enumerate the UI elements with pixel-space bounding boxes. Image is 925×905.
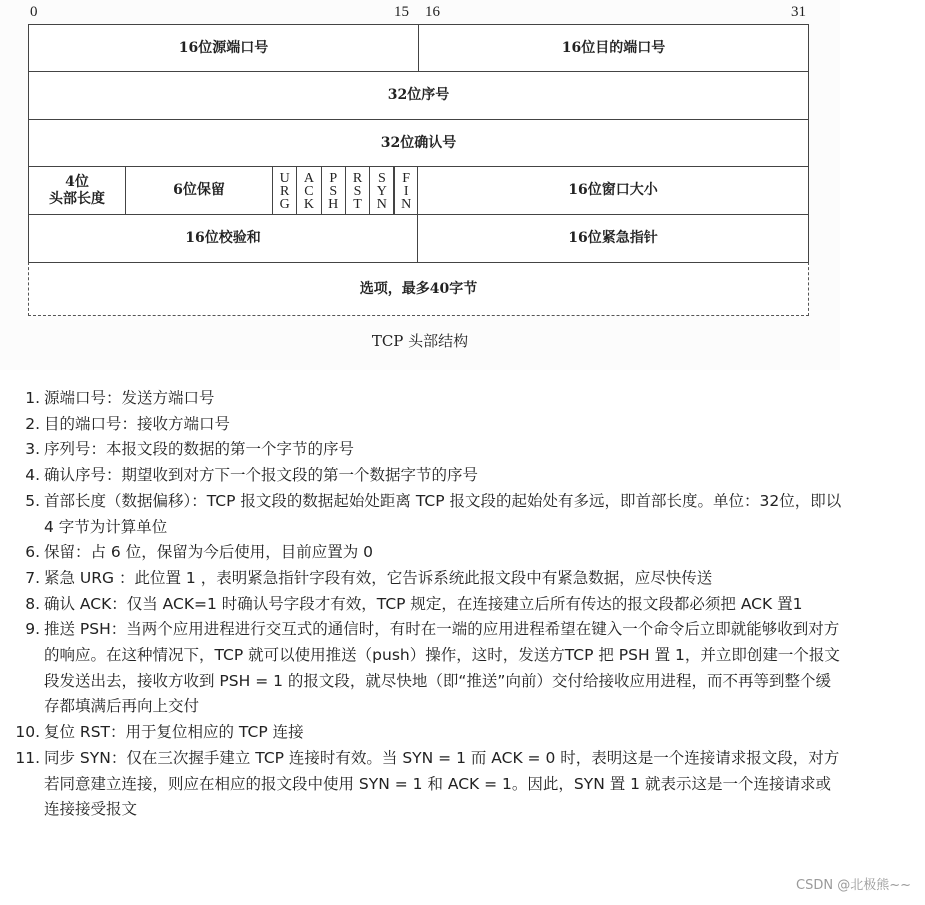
flag-letter: C (304, 183, 314, 199)
list-item-number: 4. (25, 466, 40, 485)
list-item-number: 7. (25, 568, 40, 587)
list-item (0, 412, 900, 438)
checksum-field: 16位校验和 (28, 214, 418, 263)
flag-letter: H (328, 196, 339, 212)
flag-rst (345, 166, 370, 215)
bit-label-0: 0 (30, 4, 38, 20)
flag-letter: T (353, 196, 362, 212)
flag-syn (369, 166, 394, 215)
tcp-header-figure (0, 0, 840, 370)
flag-letter: I (403, 183, 409, 199)
list-item-number: 8. (25, 594, 40, 613)
flag-letter: R (352, 170, 363, 186)
list-item-number: 6. (25, 543, 40, 562)
flag-psh (321, 166, 346, 215)
list-item (0, 489, 900, 540)
list-item-text: 复位 RST：用于复位相应的 TCP 连接 (44, 723, 304, 742)
flag-ack (296, 166, 321, 215)
header-length-line1: 4位 (65, 174, 89, 191)
watermark: CSDN @北极熊~~ (796, 878, 911, 893)
list-item (0, 592, 900, 618)
flag-letter: N (376, 196, 387, 212)
flag-letter: G (279, 196, 290, 212)
bit-label-16: 16 (425, 4, 440, 20)
list-item-number: 11. (15, 748, 40, 767)
list-item (0, 617, 900, 720)
list-item-text: 保留：占 6 位，保留为今后使用，目前应置为 0 (44, 543, 374, 562)
src-port-field: 16位源端口号 (28, 24, 419, 72)
options-field: 选项，最多40字节 (28, 262, 809, 316)
list-item-text: 紧急 URG ：此位置 1 ，表明紧急指针字段有效，它告诉系统此报文段中有紧急数据，应尽快传送 (44, 568, 713, 587)
flag-letter: R (279, 183, 290, 199)
bit-label-31: 31 (791, 4, 806, 20)
flag-fin (394, 166, 419, 215)
flag-urg (272, 166, 297, 215)
figure-caption: TCP 头部结构 (371, 332, 469, 350)
list-item (0, 720, 900, 746)
flag-letter: F (402, 170, 411, 186)
list-item-number: 2. (25, 414, 40, 433)
flag-letter: A (303, 170, 314, 186)
list-item-number: 5. (25, 491, 40, 510)
list-item-text: 推送 PSH：当两个应用进程进行交互式的通信时，有时在一端的应用进程希望在键入一个命令后立即就能够收到对方的响应。在这种情况下，TCP 就可以使用推送（push）操作，这时，发送方TCP 把 PSH 置 1，并立即创建一个报文段发送出去，接收方收到 PSH = 1 的报文段，就尽快地（即“推送”向前）交付给接收应用进程，而不再等到整个缓存都填满后再向上交付 (44, 620, 840, 716)
list-item (0, 746, 900, 823)
list-item (0, 386, 900, 412)
urgent-pointer-field: 16位紧急指针 (417, 214, 809, 263)
flag-letter: P (329, 170, 338, 186)
header-length-field (28, 166, 126, 215)
window-size-field: 16位窗口大小 (417, 166, 809, 215)
flag-letter: K (303, 196, 314, 212)
flag-letter: S (377, 170, 386, 186)
list-item-text: 确认序号：期望收到对方下一个报文段的第一个数据字节的序号 (44, 466, 479, 485)
list-item-text: 确认 ACK：仅当 ACK=1 时确认号字段才有效，TCP 规定，在连接建立后所有传达的报文段都必须把 ACK 置1 (44, 594, 803, 613)
reserved-field: 6位保留 (125, 166, 273, 215)
flag-letter: U (279, 170, 290, 186)
list-item-number: 9. (25, 620, 40, 639)
list-item-text: 同步 SYN：仅在三次握手建立 TCP 连接时有效。当 SYN = 1 而 ACK = 0 时，表明这是一个连接请求报文段，对方若同意建立连接，则应在相应的报文段中使用 SYN = 1 和 ACK = 1。因此，SYN 置 1 就表示这是一个连接请求或连接接受报文 (44, 748, 840, 819)
flag-letter: Y (376, 183, 387, 199)
list-item-text: 源端口号：发送方端口号 (44, 389, 215, 407)
field-description-list (0, 386, 900, 823)
header-length-line2: 头部长度 (49, 190, 105, 207)
list-item-text: 序列号：本报文段的数据的第一个字节的序号 (44, 440, 355, 459)
list-item-number: 10. (15, 723, 40, 742)
list-item (0, 463, 900, 489)
ack-number-field: 32位确认号 (28, 119, 809, 167)
dst-port-field: 16位目的端口号 (418, 24, 809, 72)
flag-letter: S (353, 183, 362, 199)
bit-label-15: 15 (394, 4, 409, 20)
list-item (0, 540, 900, 566)
list-item (0, 437, 900, 463)
seq-number-field: 32位序号 (28, 71, 809, 120)
list-item-number: 1. (25, 389, 40, 407)
list-item (0, 566, 900, 592)
flag-letter: N (401, 196, 412, 212)
list-item-text: 目的端口号：接收方端口号 (44, 414, 231, 433)
flag-letter: S (329, 183, 338, 199)
list-item-number: 3. (25, 440, 40, 459)
list-item-text: 首部长度（数据偏移）：TCP 报文段的数据起始处距离 TCP 报文段的起始处有多远，即首部长度。单位：32位，即以 4 字节为计算单位 (44, 491, 842, 536)
